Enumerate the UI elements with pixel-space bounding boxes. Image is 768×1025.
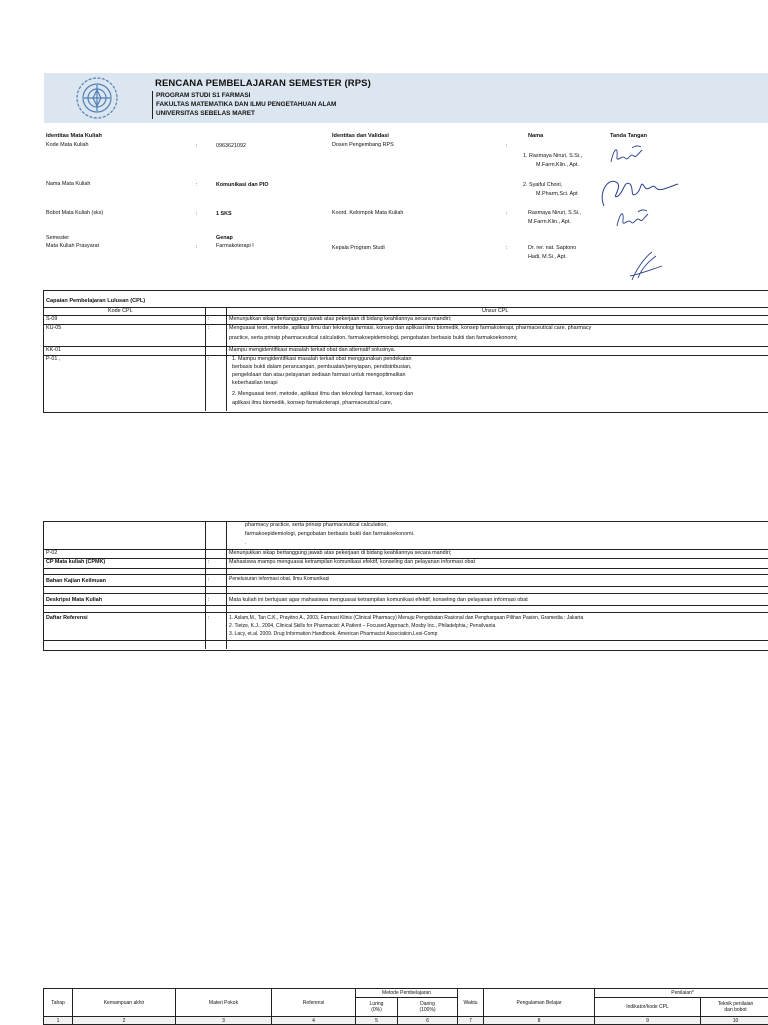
referensi-label: Daftar Referensi (46, 615, 88, 621)
col-materi: Materi Pokok (176, 989, 272, 1017)
cpl-text-s09: Menunjukkan sikap bertanggung jawab atas pekerjaan di bidang keahliannya secara mandiri; (229, 316, 452, 322)
kaprodi-line1: Dr. rer. nat. Saptono (528, 245, 577, 251)
university-seal-icon (72, 75, 122, 121)
col-metode: Metode Pembelajaran (356, 989, 458, 998)
kode-label: Kode Mata Kuliah (46, 142, 89, 148)
dosen-label: Dosen Pengembang RPS (332, 142, 394, 148)
koord-colon: : (506, 211, 508, 217)
prasyarat-value: Farmakoterapi I (216, 243, 254, 249)
nama-heading: Nama (528, 133, 544, 139)
cpl-text-p01-l2: berbasis bukti dalam perancangan, pembuatan/penyiapan, pendistribusian, (232, 364, 412, 370)
rps-title: RENCANA PEMBELAJARAN SEMESTER (RPS) (155, 78, 371, 89)
rps-weekly-table (43, 988, 768, 1025)
cpl-cont-l3: . (245, 540, 247, 546)
cpl-kode-p02: P-02 (46, 550, 58, 556)
dosen-colon: : (506, 143, 508, 149)
cpl-text-ku05-l2: practice, serta prinsip pharmaceutical calculation, farmakoepidemiologi, pengobatan berbasis bukti dan farmakoekonomi; (229, 335, 518, 341)
kaprodi-colon: : (506, 245, 508, 251)
koord-label: Koord. Kelompok Mata Kuliah (332, 210, 404, 216)
bobot-label: Bobot Mata Kuliah (sks) (46, 210, 104, 216)
col-number: 10 (701, 1017, 768, 1025)
deskripsi-label: Deskripsi Mata Kuliah (46, 597, 103, 603)
kode-cpl-header: Kode CPL (108, 308, 133, 314)
col-tahap: Tahap (44, 989, 73, 1017)
dosen1-line1: 1. Rasmaya Niruri, S.Si., (523, 153, 583, 159)
cpmk-label: CP Mata kuliah (CPMK) (46, 559, 106, 565)
cpl-title: Capaian Pembelajaran Lulusan (CPL) (46, 298, 146, 304)
cpl-kode-p01: P-01 , (46, 356, 61, 362)
col-teknik: Teknik penilaian dan bobot (701, 998, 768, 1017)
nama-colon: : (196, 182, 198, 188)
nama-value: Komunikasi dan PIO (216, 182, 269, 188)
prasyarat-colon: : (196, 244, 198, 250)
bahan-label: Bahan Kajian Keilmuan (46, 578, 106, 584)
validasi-heading: Identitas dan Validasi (332, 133, 389, 139)
cpl-kode-s09: S-09 (46, 316, 58, 322)
col-number: 3 (176, 1017, 272, 1025)
kode-value: 0963621092 (216, 143, 246, 149)
cpl-colon: : (208, 325, 210, 331)
cpl-text-p01-l6: aplikasi ilmu biomedik, konsep farmakoterapi, pharmaceutical care, (232, 400, 393, 406)
dosen2-line2: M.Pharm.Sci. Apt (536, 191, 578, 197)
col-number: 8 (484, 1017, 595, 1025)
cpl-colon: : (208, 316, 210, 322)
kaprodi-label: Kepala Program Studi (332, 245, 385, 251)
col-number: 1 (44, 1017, 73, 1025)
deskripsi-text: Mata kuliah ini bertujuan agar mahasiswa menguasai ketrampilan komunikasi efektif, konseling dan pelayanan informasi obat (229, 597, 528, 603)
cpl-text-p01-l1: 1. Mampu mengidentifikasi masalah terkait obat menggunakan pendekatan (232, 356, 412, 362)
identitas-heading: Identitas Mata Kuliah (46, 133, 102, 139)
cpl-text-p01-l5: 2. Menguasai teori, metode, aplikasi ilmu dan teknologi farmasi, konsep dan (232, 391, 414, 397)
signature-1 (608, 142, 648, 168)
bobot-colon: : (196, 211, 198, 217)
cpl-text-ku05-l1: Menguasai teori, metode, aplikasi ilmu dan teknologi farmasi, konsep dan aplikasi ilmu biomedik, konsep farmakoterapi, pharmaceutical care, pharmacy (229, 325, 592, 331)
col-number: 6 (398, 1017, 458, 1025)
fakultas: FAKULTAS MATEMATIKA DAN ILMU PENGETAHUAN ALAM (156, 101, 337, 108)
cpl-kode-kk01: KK-01 (46, 347, 61, 353)
cpl-cont-l2: farmakoepidemiologi, pengobatan berbasis bukti dan farmakoekonomi. (245, 531, 415, 537)
header-divider (152, 91, 153, 119)
col-number: 9 (595, 1017, 701, 1025)
dosen2-line1: 2. Syaiful Choiri, (523, 182, 563, 188)
cpl-colon: : (208, 356, 210, 362)
kode-colon: : (196, 143, 198, 149)
cpmk-text: Mahasiswa mampu menguasai ketrampilan komunikasi efektif, konseling dan pelayanan informasi obat (229, 559, 476, 565)
cpl-cont-l1: pharmacy practice, serta prinsip pharmaceutical calculation, (245, 522, 388, 528)
koord-line1: Rasmaya Niruri, S.Si., (528, 210, 582, 216)
cpl-text-p01-l3: pengelolaan dan atau pelayanan sediaan farmasi untuk mengoptimalkan (232, 372, 406, 378)
signature-3 (614, 206, 654, 232)
cpl-kode-ku05: KU-05 (46, 325, 62, 331)
col-number: 2 (73, 1017, 176, 1025)
referensi-item-1: 1. Aslam,M., Tan C.K., Prayitno A., 2003, Farmasi Klinis (Clinical Pharmacy) Menuju Pengobatan Rasional dan Penghargaan Pilihan Pasien, Gramedia : Jakarta (229, 615, 584, 621)
bobot-value: 1 SKS (216, 211, 232, 217)
bahan-text: Penelusuran informasi obat, Ilmu Komunikasi (229, 576, 330, 582)
col-penilaian: Penilaian* (595, 989, 768, 998)
nama-label: Nama Mata Kuliah (46, 181, 91, 187)
referensi-item-2: 2. Tietze, K.J., 2004, Clinical Skills for Pharmacist: A Patient – Focused Approach, Mosby Inc., Philadelphia,; Pensilvania (229, 623, 496, 629)
dosen1-line2: M.Farm.Klin., Apt. (536, 162, 579, 168)
col-number: 5 (356, 1017, 398, 1025)
col-referensi: Referensi (272, 989, 356, 1017)
col-kemampuan: Kemampuan akhir (73, 989, 176, 1017)
signature-4 (626, 248, 666, 284)
col-indikator: Indikator/kode CPL (595, 998, 701, 1017)
cpl-text-p02: Menunjukkan sikap bertanggung jawab atas pekerjaan di bidang keahliannya secara mandiri; (229, 550, 452, 556)
col-waktu: Waktu (458, 989, 484, 1017)
bahan-colon: : (208, 577, 210, 583)
deskripsi-colon: : (208, 597, 210, 603)
program-studi: PROGRAM STUDI S1 FARMASI (156, 92, 251, 99)
koord-line2: M.Farm.Klin., Apt. (528, 219, 571, 225)
universitas: UNIVERSITAS SEBELAS MARET (156, 110, 255, 117)
ttd-heading: Tanda Tangan (610, 133, 648, 139)
kaprodi-line2: Hadi, M.Si., Apt. (528, 254, 567, 260)
col-daring: Daring (100%) (398, 998, 458, 1017)
col-number: 4 (272, 1017, 356, 1025)
cpmk-colon: : (208, 559, 210, 565)
prasyarat-label: Mata Kuliah Prasyarat (46, 243, 100, 249)
semester-label: Semester (46, 235, 70, 241)
cpl-text-kk01: Mampu mengidentifikasi masalah terkait obat dan alternatif solusinya. (229, 347, 396, 353)
cpl-text-p01-l4: keberhasilan terapi (232, 380, 278, 386)
unsur-cpl-header: Unsur CPL (482, 308, 509, 314)
referensi-item-3: 3. Lacy, et.al. 2009. Drug Information Handbook. American Pharmacist Association.Lexi-Comp (229, 631, 438, 637)
referensi-colon: : (208, 615, 210, 621)
semester-value: Genap (216, 235, 233, 241)
col-luring: Luring (0%) (356, 998, 398, 1017)
col-number: 7 (458, 1017, 484, 1025)
col-pengalaman: Pengalaman Belajar (484, 989, 595, 1017)
